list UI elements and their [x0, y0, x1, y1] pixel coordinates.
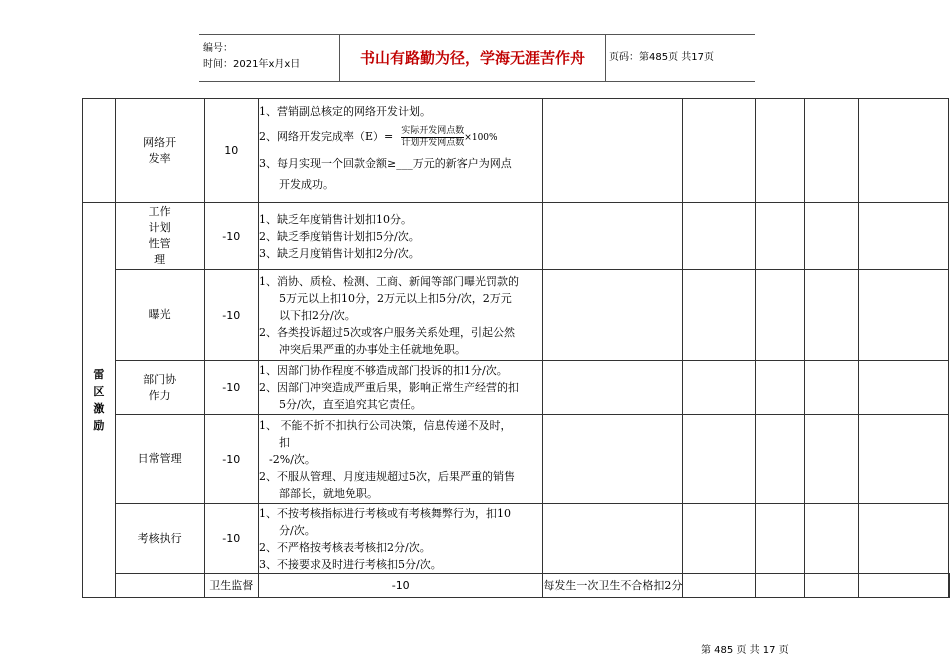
blank-cell — [756, 270, 805, 361]
rate-fraction: $\frac{\text{实际开发网点数}}{\text{计划开发网点数}}$ — [401, 125, 465, 148]
item-score: 10 — [204, 99, 259, 203]
blank-cell — [683, 361, 756, 415]
blank-cell — [949, 574, 950, 598]
desc-line: 1、缺乏年度销售计划扣10分。 — [259, 212, 413, 226]
blank-cell — [756, 203, 805, 270]
item-description — [259, 99, 543, 203]
item-score: -10 — [204, 203, 259, 270]
desc-line: 2、各类投诉超过5次或客户服务关系处理，引起公然 — [259, 325, 516, 339]
desc-line: 1、不按考核指标进行考核或有考核舞弊行为，扣10 — [259, 506, 512, 520]
item-description — [259, 203, 543, 270]
blank-cell — [543, 504, 683, 574]
table-row — [83, 574, 950, 598]
item-score: -10 — [204, 504, 259, 574]
item-score: -10 — [204, 270, 259, 361]
blank-cell — [859, 361, 949, 415]
header-page-info: 页码：第485页 共17页 — [609, 52, 714, 63]
blank-cell — [804, 361, 858, 415]
blank-cell — [543, 361, 683, 415]
table-row — [83, 504, 950, 574]
item-description — [259, 415, 543, 504]
desc-line: 3、每月实现一个回款金额≥___万元的新客户为网点 — [259, 157, 512, 170]
header-meta — [199, 35, 339, 81]
blank-cell — [804, 270, 858, 361]
blank-cell — [756, 361, 805, 415]
blank-cell — [756, 415, 805, 504]
desc-line: 3、缺乏月度销售计划扣2分/次。 — [259, 246, 420, 260]
desc-line: 1、营销副总核定的网络开发计划。 — [259, 105, 432, 118]
blank-cell — [859, 415, 949, 504]
blank-cell — [804, 574, 858, 598]
desc-line: 2、不严格按考核表考核扣2分/次。 — [259, 540, 431, 554]
item-name: 卫生监督 — [204, 574, 259, 598]
table-row — [83, 270, 950, 361]
blank-cell — [683, 504, 756, 574]
desc-line: 2、因部门冲突造成严重后果，影响正常生产经营的扣 — [259, 381, 520, 394]
page-header — [199, 34, 755, 82]
desc-line: 1、因部门协作程度不够造成部门投诉的扣1分/次。 — [259, 364, 508, 377]
desc-line: 5分/次，直至追究其它责任。 — [279, 398, 422, 411]
assessment-table — [82, 98, 950, 598]
number-label: 编号： — [203, 43, 233, 54]
section-label: 雷区激励 — [83, 203, 116, 598]
blank-cell — [683, 574, 756, 598]
item-name: 网络开发率 — [115, 99, 204, 203]
table-row — [83, 415, 950, 504]
table-row — [83, 361, 950, 415]
blank-cell — [859, 504, 949, 574]
desc-line: 扣 — [279, 435, 291, 449]
desc-line: 以下扣2分/次。 — [279, 308, 356, 322]
item-score: -10 — [204, 361, 259, 415]
item-description — [543, 574, 683, 598]
item-score: -10 — [259, 574, 543, 598]
blank-cell — [804, 203, 858, 270]
blank-cell — [543, 99, 683, 203]
blank-cell — [543, 203, 683, 270]
blank-cell — [804, 99, 858, 203]
desc-line: 2、不服从管理、月度违规超过5次，后果严重的销售 — [259, 469, 516, 483]
item-name: 部门协作力 — [115, 361, 204, 415]
desc-line: 2、网络开发完成率（E）= $\frac{\text{实际开发网点数}}{\text{计划开发网点数}}$ ×100% — [259, 125, 498, 148]
blank-cell — [756, 504, 805, 574]
blank-cell — [756, 574, 805, 598]
desc-line: 每发生一次卫生不合格扣2分 — [543, 579, 683, 592]
desc-line: 1、 不能不折不扣执行公司决策，信息传递不及时， — [259, 418, 512, 432]
blank-cell — [543, 415, 683, 504]
desc-line: 冲突后果严重的办事处主任就地免职。 — [279, 342, 467, 356]
blank-cell — [683, 203, 756, 270]
blank-cell — [859, 574, 949, 598]
blank-cell — [804, 504, 858, 574]
item-name: 工作计划性管理 — [115, 203, 204, 270]
desc-line: 1、消协、质检、检测、工商、新闻等部门曝光罚款的 — [259, 274, 520, 288]
desc-line: 5万元以上扣10分，2万元以上扣5分/次，2万元 — [279, 291, 512, 305]
table-row — [83, 203, 950, 270]
item-name: 考核执行 — [115, 504, 204, 574]
blank-cell — [683, 270, 756, 361]
desc-line: 开发成功。 — [279, 178, 335, 191]
item-description — [259, 361, 543, 415]
item-name: 日常管理 — [115, 415, 204, 504]
blank-cell — [859, 99, 949, 203]
blank-cell — [683, 99, 756, 203]
blank-cell — [756, 99, 805, 203]
desc-line: 3、不接要求及时进行考核扣5分/次。 — [259, 557, 442, 571]
time-label: 时间：2021年x月x日 — [203, 59, 301, 70]
desc-line: 2、缺乏季度销售计划扣5分/次。 — [259, 229, 420, 243]
item-description — [259, 270, 543, 361]
blank-cell — [804, 415, 858, 504]
blank-cell — [683, 415, 756, 504]
item-score: -10 — [204, 415, 259, 504]
table-row — [83, 99, 950, 203]
header-motto: 书山有路勤为径，学海无涯苦作舟 — [339, 35, 606, 81]
page-footer: 第 485 页 共 17 页 — [701, 645, 789, 656]
blank-cell — [859, 270, 949, 361]
desc-line: -2%/次。 — [269, 452, 316, 466]
blank-cell — [115, 574, 204, 598]
blank-cell — [543, 270, 683, 361]
desc-line: 部部长，就地免职。 — [279, 486, 379, 500]
blank-cell — [83, 99, 116, 203]
desc-line: 分/次。 — [279, 523, 316, 537]
item-description — [259, 504, 543, 574]
item-name: 曝光 — [115, 270, 204, 361]
blank-cell — [859, 203, 949, 270]
